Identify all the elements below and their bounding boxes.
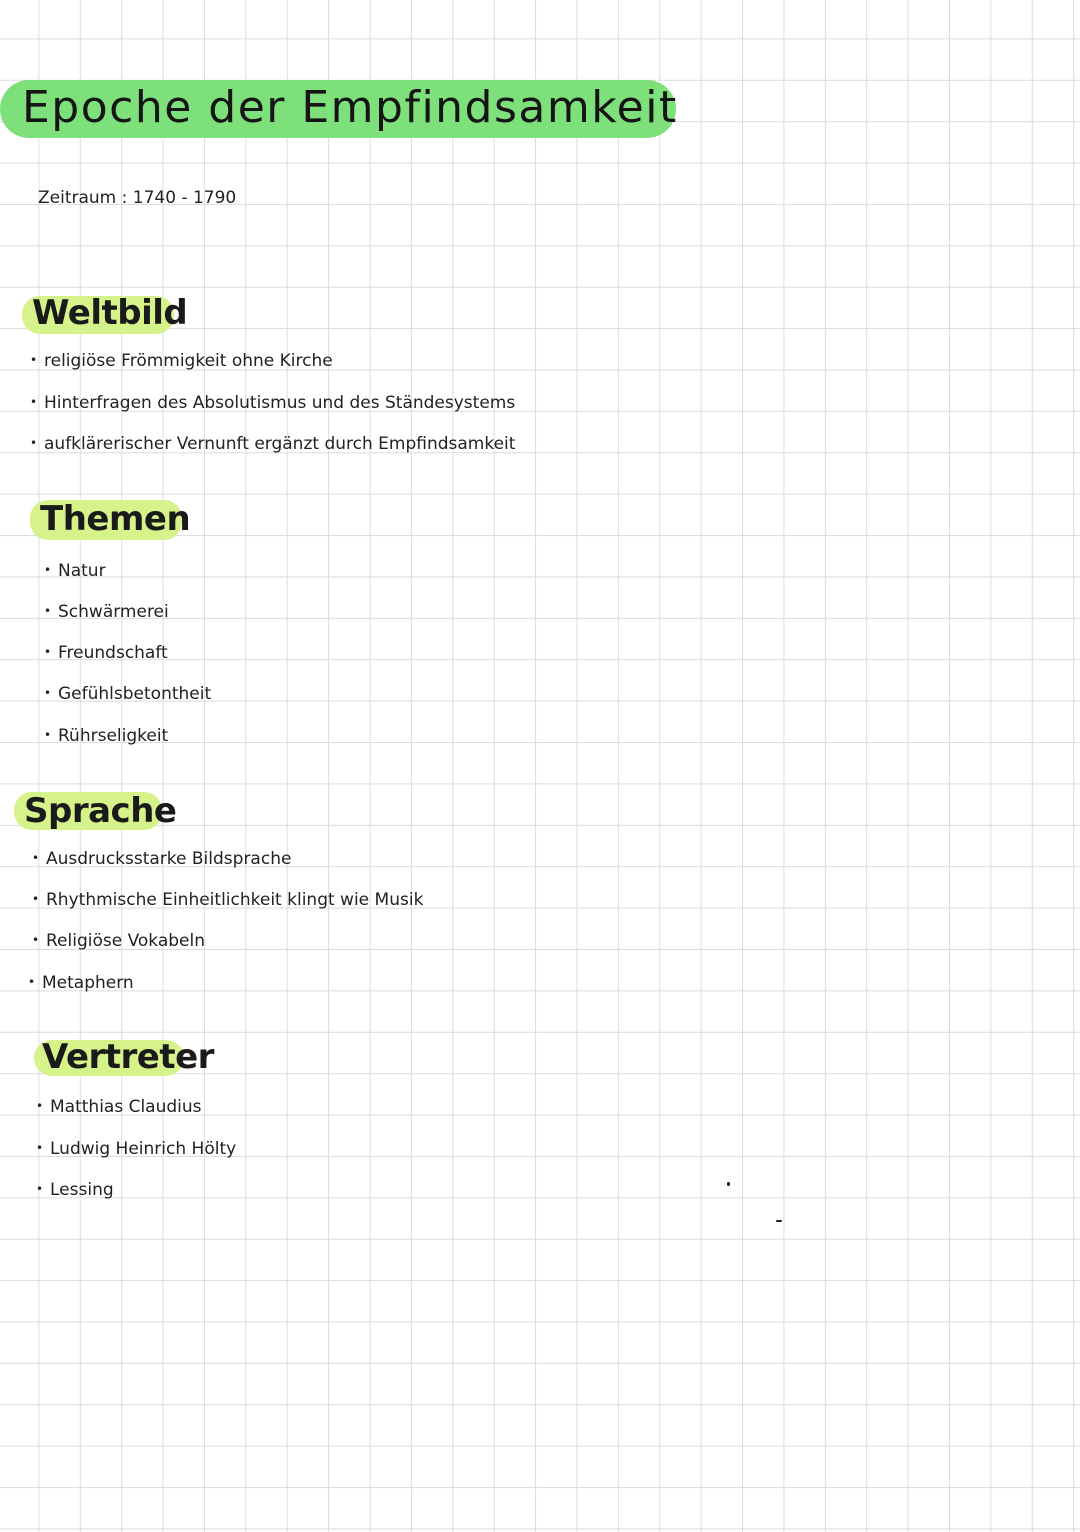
vertreter-item — [36, 1136, 236, 1161]
sprache-item-text: Metaphern — [42, 973, 134, 993]
themen-heading: Themen — [40, 499, 191, 539]
weltbild-item-text: Hinterfragen des Absolutismus und des Ständesystems — [44, 393, 516, 413]
bullet-icon: • — [44, 728, 52, 742]
bullet-icon: • — [30, 353, 38, 367]
weltbild-item — [30, 431, 515, 456]
vertreter-item — [36, 1094, 202, 1119]
weltbild-heading: Weltbild — [32, 293, 188, 333]
sprache-item — [32, 928, 205, 953]
themen-item-text: Natur — [58, 561, 106, 581]
themen-item-text: Schwärmerei — [58, 602, 169, 622]
vertreter-item-text: Lessing — [50, 1180, 114, 1200]
bullet-icon: • — [32, 933, 40, 947]
sprache-item — [28, 970, 134, 995]
bullet-icon: • — [32, 851, 40, 865]
vertreter-item-text: Ludwig Heinrich Hölty — [50, 1139, 237, 1159]
themen-item-text: Rührseligkeit — [58, 726, 169, 746]
zeitraum-text: Zeitraum : 1740 - 1790 — [38, 188, 237, 208]
sprache-item-text: Rhythmische Einheitlichkeit klingt wie Musik — [46, 890, 424, 910]
bullet-icon: • — [44, 645, 52, 659]
bullet-icon: • — [44, 686, 52, 700]
sprache-item-text: Ausdrucksstarke Bildsprache — [46, 849, 292, 869]
weltbild-item-text: aufklärerischer Vernunft ergänzt durch Empfindsamkeit — [44, 434, 516, 454]
sprache-item-text: Religiöse Vokabeln — [46, 931, 206, 951]
themen-item-text: Gefühlsbetontheit — [58, 684, 212, 704]
bullet-icon: • — [36, 1182, 44, 1196]
sprache-heading: Sprache — [24, 791, 177, 831]
themen-item — [44, 558, 106, 583]
themen-item — [44, 640, 168, 665]
vertreter-item — [36, 1177, 114, 1202]
themen-item — [44, 723, 168, 748]
bullet-icon: • — [28, 975, 36, 989]
vertreter-item-text: Matthias Claudius — [50, 1097, 202, 1117]
themen-item — [44, 681, 211, 706]
weltbild-item — [30, 348, 333, 373]
stray-pen-mark — [727, 1182, 730, 1186]
bullet-icon: • — [36, 1141, 44, 1155]
bullet-icon: • — [44, 604, 52, 618]
bullet-icon: • — [44, 563, 52, 577]
vertreter-heading: Vertreter — [42, 1037, 214, 1077]
sprache-item — [32, 887, 423, 912]
sprache-item — [32, 846, 291, 871]
bullet-icon: • — [30, 395, 38, 409]
themen-item — [44, 599, 169, 624]
bullet-icon: • — [36, 1099, 44, 1113]
page-title: Epoche der Empfindsamkeit — [22, 82, 678, 133]
weltbild-item — [30, 390, 515, 415]
stray-pen-mark — [776, 1220, 782, 1222]
bullet-icon: • — [32, 892, 40, 906]
weltbild-item-text: religiöse Frömmigkeit ohne Kirche — [44, 351, 333, 371]
bullet-icon: • — [30, 436, 38, 450]
themen-item-text: Freundschaft — [58, 643, 168, 663]
